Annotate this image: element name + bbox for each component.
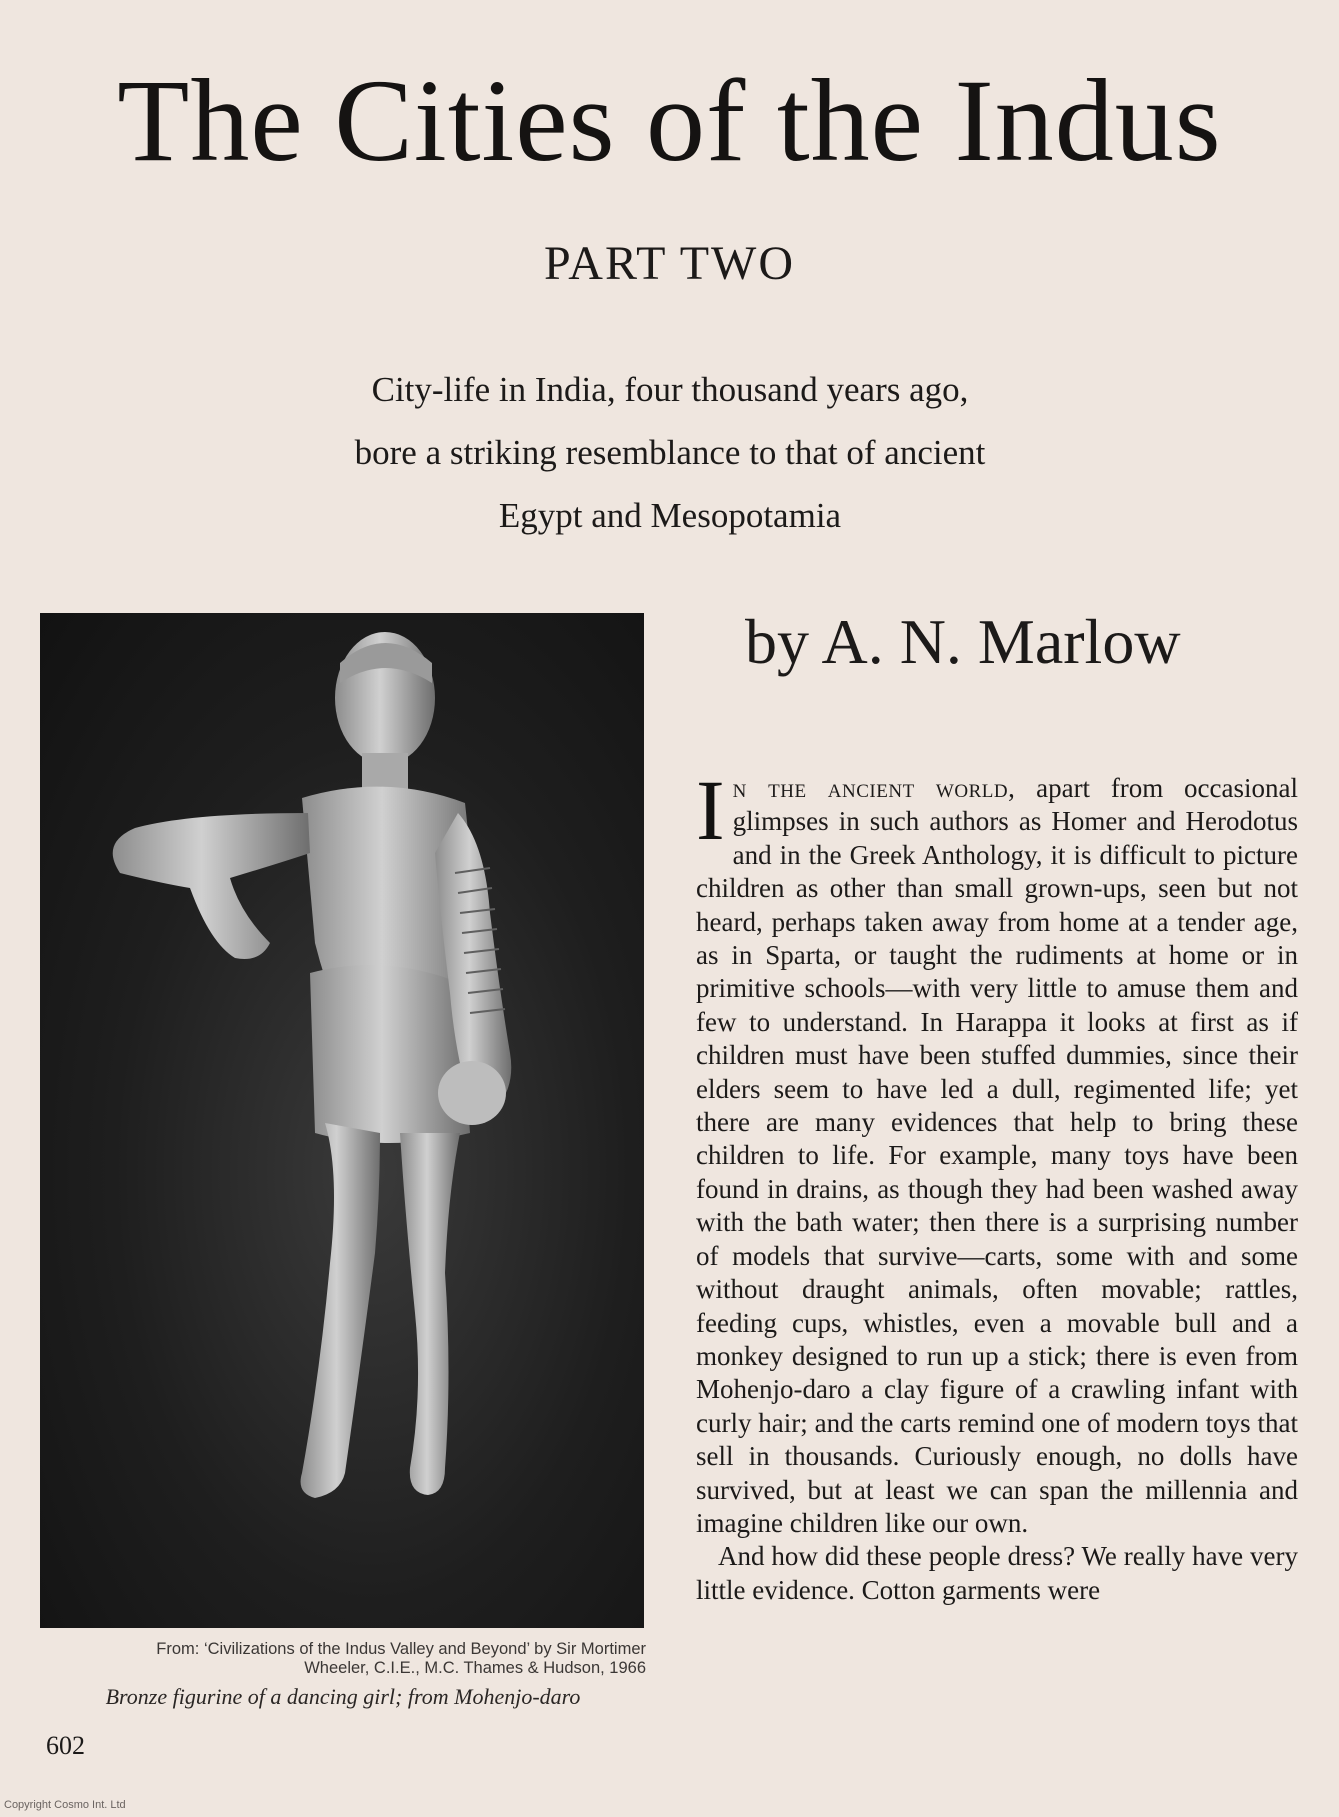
deck-line: City-life in India, four thousand years ago,: [371, 370, 969, 409]
article-title: The Cities of the Indus: [117, 55, 1222, 186]
deck-line: bore a striking resemblance to that of ancient: [354, 433, 986, 472]
article-paragraph: [696, 762, 1298, 1540]
article-paragraph: And how did these people dress? We really have very little evidence. Cotton garments were: [696, 1541, 1298, 1605]
page-number: 602: [46, 1731, 85, 1760]
article-body: [696, 762, 1298, 1607]
deck-line: Egypt and Mesopotamia: [498, 496, 842, 535]
drop-cap: I: [696, 762, 725, 858]
lead-in: n the ancient world,: [732, 773, 1016, 803]
photo-credit: [40, 1640, 646, 1678]
article-part-label: PART TWO: [544, 237, 795, 290]
figurine-photo: [40, 613, 644, 1628]
author-byline: by A. N. Marlow: [745, 606, 1181, 677]
credit-line: From: ‘Civilizations of the Indus Valley and Beyond’ by Sir Mortimer: [156, 1640, 646, 1658]
credit-line: Wheeler, C.I.E., M.C. Thames & Hudson, 1966: [304, 1659, 646, 1677]
photo-caption: Bronze figurine of a dancing girl; from Mohenjo-daro: [105, 1684, 581, 1709]
dancing-girl-figurine-image: [40, 613, 644, 1628]
copyright-watermark: Copyright Cosmo Int. Ltd: [4, 1799, 126, 1811]
paragraph-text: apart from occasional glimpses in such authors as Homer and Herodotus and in the Greek Anthology, it is difficult to picture children as other than small grown-ups, seen but not heard, perhaps taken away from home at a tender age, as in Sparta, or taught the rudiments at home or in primitive schools—with very little to amuse them and few to understand. In Harappa it looks at first as if children must have been stuffed dummies, since their elders seem to have led a dull, regimented life; yet there are many evidences that help to bring these children to life. For example, many toys have been found in drains, as though they had been washed away with the bath water; then there is a surprising number of models that survive—carts, some with and some without draught animals, often movable; rattles, feeding cups, whistles, even a movable bull and a monkey designed to run up a stick; there is even from Mohenjo-daro a clay figure of a crawling infant with curly hair; and the carts remind one of modern toys that sell in thousands. Curiously enough, no dolls have survived, but at least we can span the millennia and imagine children like our own.: [696, 773, 1298, 1538]
article-deck: [270, 358, 1070, 547]
